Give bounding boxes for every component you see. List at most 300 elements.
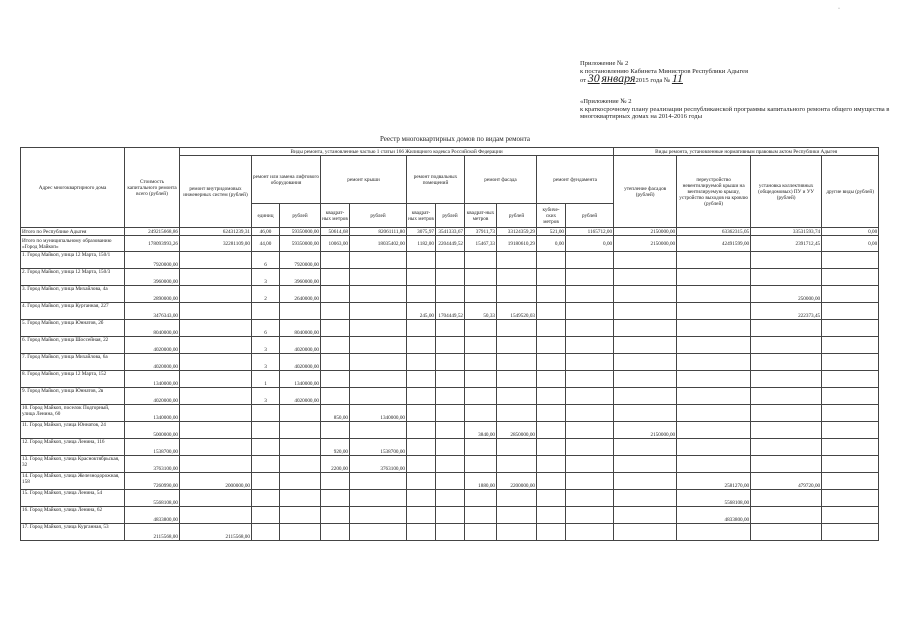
cell-roof_m — [321, 490, 350, 507]
table-row — [21, 439, 879, 456]
cell-lift_r: 8040000,00 — [280, 320, 321, 337]
cell-cost: 178093993,26 — [125, 236, 180, 252]
table-row — [21, 303, 879, 320]
cell-pitch — [677, 337, 751, 354]
cell-meters — [751, 456, 822, 473]
cell-fund_m — [537, 422, 566, 439]
cell-cost: 1340000,00 — [125, 371, 180, 388]
cell-meters — [751, 524, 822, 541]
cell-ins — [614, 269, 677, 286]
cell-ins — [614, 303, 677, 320]
cell-roof_r — [350, 354, 407, 371]
cell-internal — [180, 303, 252, 320]
cell-fund_r — [566, 456, 614, 473]
cell-fund_r: 1165712,00 — [566, 228, 614, 236]
cell-fac_m — [465, 371, 497, 388]
cell-roof_m — [321, 388, 350, 405]
cell-lift_r: 4020000,00 — [280, 337, 321, 354]
cell-roof_r: 3763100,00 — [350, 456, 407, 473]
cell-internal: 32281109,00 — [180, 236, 252, 252]
cell-pitch: 4833800,00 — [677, 507, 751, 524]
col-foundation-rub: рублей — [566, 204, 614, 228]
cell-pitch: 5568108,00 — [677, 490, 751, 507]
cell-fund_m — [537, 473, 566, 490]
cell-internal — [180, 490, 252, 507]
cell-other — [822, 269, 879, 286]
col-meters: установка коллективных (общедомовых) ПУ и УУ (рублей) — [751, 156, 822, 228]
cell-ins — [614, 439, 677, 456]
cell-meters: 222373,45 — [751, 303, 822, 320]
cell-lift_u — [252, 456, 280, 473]
cell-ins: 2150000,00 — [614, 422, 677, 439]
col-address: Адрес многоквартирного дома — [21, 148, 125, 228]
table-row — [21, 490, 879, 507]
cell-base_m — [407, 456, 436, 473]
cell-fund_r: 0,00 — [566, 236, 614, 252]
cell-fund_r — [566, 405, 614, 422]
table-row — [21, 388, 879, 405]
col-group-federal: Виды ремонта, установленные частью 1 статьи 166 Жилищного кодекса Российской Федерации — [180, 148, 614, 156]
cell-fund_m — [537, 252, 566, 269]
cell-lift_u: 6 — [252, 252, 280, 269]
cell-internal — [180, 388, 252, 405]
cell-other — [822, 456, 879, 473]
cell-other — [822, 303, 879, 320]
cell-fac_r — [497, 524, 537, 541]
cell-fac_r — [497, 269, 537, 286]
cell-fac_m — [465, 456, 497, 473]
cell-base_r: 2204449,52 — [436, 236, 465, 252]
cell-roof_m: 850,00 — [321, 405, 350, 422]
cell-fac_r: 19180610,29 — [497, 236, 537, 252]
cell-other — [822, 524, 879, 541]
cell-fac_m — [465, 388, 497, 405]
col-facade: ремонт фасада — [465, 156, 537, 204]
cell-addr: 4. Город Майкоп, улица Курганная, 227 — [21, 303, 125, 320]
cell-fac_r: 1549520,03 — [497, 303, 537, 320]
cell-meters — [751, 337, 822, 354]
cell-roof_r — [350, 303, 407, 320]
cell-base_m — [407, 337, 436, 354]
cell-addr: Итого по Республике Адыгея — [21, 228, 125, 236]
cell-lift_r: 7920000,00 — [280, 252, 321, 269]
cell-meters — [751, 422, 822, 439]
cell-meters: 33531593,74 — [751, 228, 822, 236]
cell-lift_r — [280, 473, 321, 490]
cell-fac_r — [497, 354, 537, 371]
cell-fund_r — [566, 337, 614, 354]
cell-ins — [614, 473, 677, 490]
cell-fund_r — [566, 303, 614, 320]
table-row — [21, 252, 879, 269]
cell-fac_r — [497, 320, 537, 337]
col-group-regional: Виды ремонта, установленные нормативным правовым актом Республики Адыгея — [614, 148, 879, 156]
cell-fac_r — [497, 507, 537, 524]
table-row — [21, 337, 879, 354]
cell-other — [822, 371, 879, 388]
cell-lift_u — [252, 303, 280, 320]
table-row — [21, 456, 879, 473]
cell-fac_m: 37911,73 — [465, 228, 497, 236]
cell-fac_m — [465, 405, 497, 422]
cell-internal — [180, 405, 252, 422]
cell-roof_m — [321, 252, 350, 269]
cell-lift_r — [280, 507, 321, 524]
cell-fac_r — [497, 405, 537, 422]
cell-ins — [614, 286, 677, 303]
cell-addr: 12. Город Майкоп, улица Ленина, 116 — [21, 439, 125, 456]
cell-pitch — [677, 286, 751, 303]
col-foundation-cbm: кубиче-ских метров — [537, 204, 566, 228]
cell-cost: 1538700,00 — [125, 439, 180, 456]
cell-pitch — [677, 303, 751, 320]
col-lift: ремонт или замена лифтового оборудования — [252, 156, 321, 204]
cell-base_m — [407, 507, 436, 524]
cell-pitch — [677, 371, 751, 388]
cell-cost: 2890000,00 — [125, 286, 180, 303]
date-year: 2015 года № — [635, 77, 671, 85]
cell-fund_m — [537, 456, 566, 473]
cell-other — [822, 286, 879, 303]
cell-lift_u: 3 — [252, 269, 280, 286]
cell-roof_m: 10063,00 — [321, 236, 350, 252]
cell-pitch — [677, 252, 751, 269]
cell-other — [822, 439, 879, 456]
cell-roof_r — [350, 252, 407, 269]
appendix-label: Приложение № 2 — [580, 60, 629, 67]
col-roof-rub: рублей — [350, 204, 407, 228]
cell-pitch: 2581270,00 — [677, 473, 751, 490]
plan-text: к краткосрочному плану реализации республиканской программы капитального ремонта общего имущества в многоквартирных домах на 2014-2016 годы — [580, 105, 890, 121]
cell-internal — [180, 269, 252, 286]
cell-fac_m — [465, 354, 497, 371]
cell-cost: 7260990,00 — [125, 473, 180, 490]
cell-fund_m — [537, 405, 566, 422]
cell-lift_u — [252, 524, 280, 541]
cell-base_r — [436, 439, 465, 456]
cell-pitch — [677, 388, 751, 405]
cell-other — [822, 473, 879, 490]
col-facade-rub: рублей — [497, 204, 537, 228]
date-month: января — [601, 71, 636, 86]
cell-fund_m — [537, 320, 566, 337]
cell-base_r — [436, 269, 465, 286]
cell-internal — [180, 371, 252, 388]
cell-base_r — [436, 354, 465, 371]
cell-other — [822, 405, 879, 422]
col-roof: ремонт крыши — [321, 156, 407, 204]
cell-lift_u — [252, 490, 280, 507]
cell-ins — [614, 320, 677, 337]
cell-roof_r — [350, 320, 407, 337]
cell-fac_r — [497, 286, 537, 303]
cell-fac_r — [497, 252, 537, 269]
cell-fac_r — [497, 337, 537, 354]
cell-lift_r: 4020000,00 — [280, 388, 321, 405]
cell-ins — [614, 354, 677, 371]
cell-cost: 5568108,00 — [125, 490, 180, 507]
cell-internal — [180, 507, 252, 524]
plan-header — [580, 98, 890, 121]
cell-meters — [751, 320, 822, 337]
cell-lift_r — [280, 524, 321, 541]
table-row — [21, 473, 879, 490]
cell-base_r — [436, 286, 465, 303]
table-row — [21, 524, 879, 541]
cell-internal — [180, 320, 252, 337]
cell-fund_m: 521,00 — [537, 228, 566, 236]
cell-fund_r — [566, 473, 614, 490]
cell-fac_m — [465, 490, 497, 507]
cell-pitch — [677, 439, 751, 456]
cell-other — [822, 354, 879, 371]
cell-ins — [614, 490, 677, 507]
cell-roof_m — [321, 320, 350, 337]
cell-lift_r — [280, 303, 321, 320]
cell-cost: 3960000,00 — [125, 269, 180, 286]
cell-lift_u — [252, 405, 280, 422]
cell-internal: 2115568,00 — [180, 524, 252, 541]
cell-base_r — [436, 456, 465, 473]
cell-base_m: 3075,97 — [407, 228, 436, 236]
cell-roof_m: 920,00 — [321, 439, 350, 456]
page-title: Реестр многоквартирных домов по видам ремонта — [379, 135, 531, 143]
cell-ins — [614, 252, 677, 269]
cell-ins — [614, 524, 677, 541]
cell-cost: 249215668,86 — [125, 228, 180, 236]
cell-cost: 3476343,00 — [125, 303, 180, 320]
cell-fund_r — [566, 269, 614, 286]
cell-lift_r — [280, 490, 321, 507]
cell-pitch: 42491599,00 — [677, 236, 751, 252]
cell-other — [822, 337, 879, 354]
cell-other: 0,00 — [822, 228, 879, 236]
cell-pitch — [677, 422, 751, 439]
decree-reference: к постановлению Кабинета Министров Республики Адыгея — [580, 67, 749, 75]
cell-roof_r — [350, 388, 407, 405]
cell-fund_m — [537, 439, 566, 456]
cell-other — [822, 388, 879, 405]
cell-other — [822, 320, 879, 337]
cell-internal: 62431239,31 — [180, 228, 252, 236]
cell-fund_r — [566, 286, 614, 303]
cell-fac_r — [497, 439, 537, 456]
cell-ins: 2150000,00 — [614, 236, 677, 252]
table-row — [21, 286, 879, 303]
cell-cost: 4833800,00 — [125, 507, 180, 524]
cell-fund_m — [537, 490, 566, 507]
col-other: другие виды (рублей) — [822, 156, 879, 228]
cell-base_r — [436, 524, 465, 541]
cell-roof_m — [321, 371, 350, 388]
cell-ins: 2150000,00 — [614, 228, 677, 236]
col-internal: ремонт внутридомовых инженерных систем (рублей) — [180, 156, 252, 228]
cell-lift_r — [280, 439, 321, 456]
cell-base_m — [407, 524, 436, 541]
decree-header — [580, 60, 890, 85]
cell-fund_m: 0,00 — [537, 236, 566, 252]
registry-table — [20, 147, 879, 541]
cell-base_r — [436, 388, 465, 405]
cell-addr: Итого по муниципальному образованию «Город Майкоп» — [21, 236, 125, 252]
table-row — [21, 422, 879, 439]
cell-ins — [614, 507, 677, 524]
cell-base_m — [407, 320, 436, 337]
cell-fund_m — [537, 388, 566, 405]
cell-fac_m — [465, 507, 497, 524]
col-roof-sqm: квадрат-ных метров — [321, 204, 350, 228]
cell-fac_r — [497, 388, 537, 405]
cell-cost: 3763100,00 — [125, 456, 180, 473]
cell-roof_m — [321, 337, 350, 354]
cell-cost: 1340000,00 — [125, 405, 180, 422]
cell-meters — [751, 490, 822, 507]
cell-meters — [751, 405, 822, 422]
cell-ins — [614, 371, 677, 388]
cell-fac_r — [497, 456, 537, 473]
cell-lift_r — [280, 405, 321, 422]
cell-lift_u — [252, 422, 280, 439]
cell-other — [822, 422, 879, 439]
cell-roof_r — [350, 507, 407, 524]
cell-fund_m — [537, 354, 566, 371]
cell-meters — [751, 371, 822, 388]
col-foundation: ремонт фундамента — [537, 156, 614, 204]
table-row — [21, 507, 879, 524]
cell-lift_r: 59350000,00 — [280, 228, 321, 236]
cell-meters — [751, 252, 822, 269]
cell-fund_m — [537, 524, 566, 541]
cell-lift_u — [252, 473, 280, 490]
cell-lift_u: 3 — [252, 354, 280, 371]
cell-base_m: 1182,00 — [407, 236, 436, 252]
cell-fund_r — [566, 439, 614, 456]
cell-internal: 2000000,00 — [180, 473, 252, 490]
cell-fac_m — [465, 524, 497, 541]
cell-base_r — [436, 252, 465, 269]
cell-roof_m: 50614,68 — [321, 228, 350, 236]
cell-roof_r — [350, 371, 407, 388]
cell-roof_m — [321, 524, 350, 541]
cell-roof_r — [350, 286, 407, 303]
cell-cost: 8040000,00 — [125, 320, 180, 337]
cell-meters — [751, 439, 822, 456]
cell-fac_r — [497, 371, 537, 388]
cell-base_r — [436, 320, 465, 337]
cell-roof_m — [321, 507, 350, 524]
cell-base_m — [407, 269, 436, 286]
cell-pitch — [677, 405, 751, 422]
col-basement: ремонт подвальных помещений — [407, 156, 465, 204]
cell-roof_r — [350, 337, 407, 354]
cell-roof_r: 18035402,00 — [350, 236, 407, 252]
cell-lift_u: 1 — [252, 371, 280, 388]
cell-addr: 10. Город Майкоп, поселок Подгорный, улица Ленина, 60 — [21, 405, 125, 422]
cell-fac_m — [465, 337, 497, 354]
cell-ins — [614, 337, 677, 354]
table-row — [21, 354, 879, 371]
cell-addr: 5. Город Майкоп, улица Юннатов, 2б — [21, 320, 125, 337]
cell-base_m — [407, 422, 436, 439]
cell-other — [822, 490, 879, 507]
cell-cost: 7920000,00 — [125, 252, 180, 269]
cell-pitch — [677, 320, 751, 337]
cell-other — [822, 507, 879, 524]
cell-fund_r — [566, 422, 614, 439]
cell-lift_u: 3 — [252, 337, 280, 354]
cell-addr: 8. Город Майкоп, улица 12 Марта, 152 — [21, 371, 125, 388]
cell-base_m — [407, 439, 436, 456]
cell-lift_r: 1340000,00 — [280, 371, 321, 388]
cell-pitch — [677, 354, 751, 371]
cell-pitch — [677, 524, 751, 541]
cell-meters — [751, 388, 822, 405]
cell-roof_r — [350, 422, 407, 439]
cell-roof_r — [350, 524, 407, 541]
col-basement-sqm: квадрат-ных метров — [407, 204, 436, 228]
cell-internal — [180, 354, 252, 371]
cell-base_m — [407, 371, 436, 388]
cell-lift_r — [280, 422, 321, 439]
cell-addr: 7. Город Майкоп, улица Михайлова, 6а — [21, 354, 125, 371]
cell-base_r — [436, 507, 465, 524]
cell-addr: 17. Город Майкоп, улица Курганная, 53 — [21, 524, 125, 541]
cell-internal — [180, 252, 252, 269]
cell-meters: 250000,00 — [751, 286, 822, 303]
cell-fund_r — [566, 388, 614, 405]
appendix2-label: «Приложение № 2 — [580, 98, 632, 105]
cell-roof_r — [350, 269, 407, 286]
cell-fac_m: 50,33 — [465, 303, 497, 320]
cell-base_r: 3541333,67 — [436, 228, 465, 236]
cell-roof_m — [321, 422, 350, 439]
cell-fund_r — [566, 490, 614, 507]
cell-addr: 15. Город Майкоп, улица Ленина, 54 — [21, 490, 125, 507]
cell-base_r — [436, 490, 465, 507]
cell-fund_r — [566, 252, 614, 269]
cell-addr: 13. Город Майкоп, улица Красноктябрьская, 32 — [21, 456, 125, 473]
cell-base_m — [407, 354, 436, 371]
corner-mark: · — [838, 6, 840, 12]
cell-cost: 4020000,00 — [125, 388, 180, 405]
cell-roof_m — [321, 269, 350, 286]
cell-lift_u: 44,00 — [252, 236, 280, 252]
cell-fac_m: 15467,33 — [465, 236, 497, 252]
cell-fund_r — [566, 524, 614, 541]
cell-meters — [751, 507, 822, 524]
cell-fund_m — [537, 337, 566, 354]
cell-base_m — [407, 490, 436, 507]
cell-pitch — [677, 269, 751, 286]
cell-lift_u: 3 — [252, 388, 280, 405]
col-lift-units: единиц — [252, 204, 280, 228]
cell-meters: 479720,00 — [751, 473, 822, 490]
cell-fac_r — [497, 490, 537, 507]
cell-base_m — [407, 388, 436, 405]
cell-fac_m — [465, 439, 497, 456]
cell-addr: 1. Город Майкоп, улица 12 Марта, 150/1 — [21, 252, 125, 269]
decree-number: 11 — [671, 71, 683, 86]
cell-meters — [751, 354, 822, 371]
cell-fac_m — [465, 269, 497, 286]
cell-meters — [751, 269, 822, 286]
cell-roof_r: 82061111,80 — [350, 228, 407, 236]
cell-roof_r — [350, 490, 407, 507]
cell-lift_u: 6 — [252, 320, 280, 337]
cell-addr: 3. Город Майкоп, улица Михайлова, 4а — [21, 286, 125, 303]
cell-lift_r: 2640000,00 — [280, 286, 321, 303]
date-day: 30 — [587, 71, 600, 86]
